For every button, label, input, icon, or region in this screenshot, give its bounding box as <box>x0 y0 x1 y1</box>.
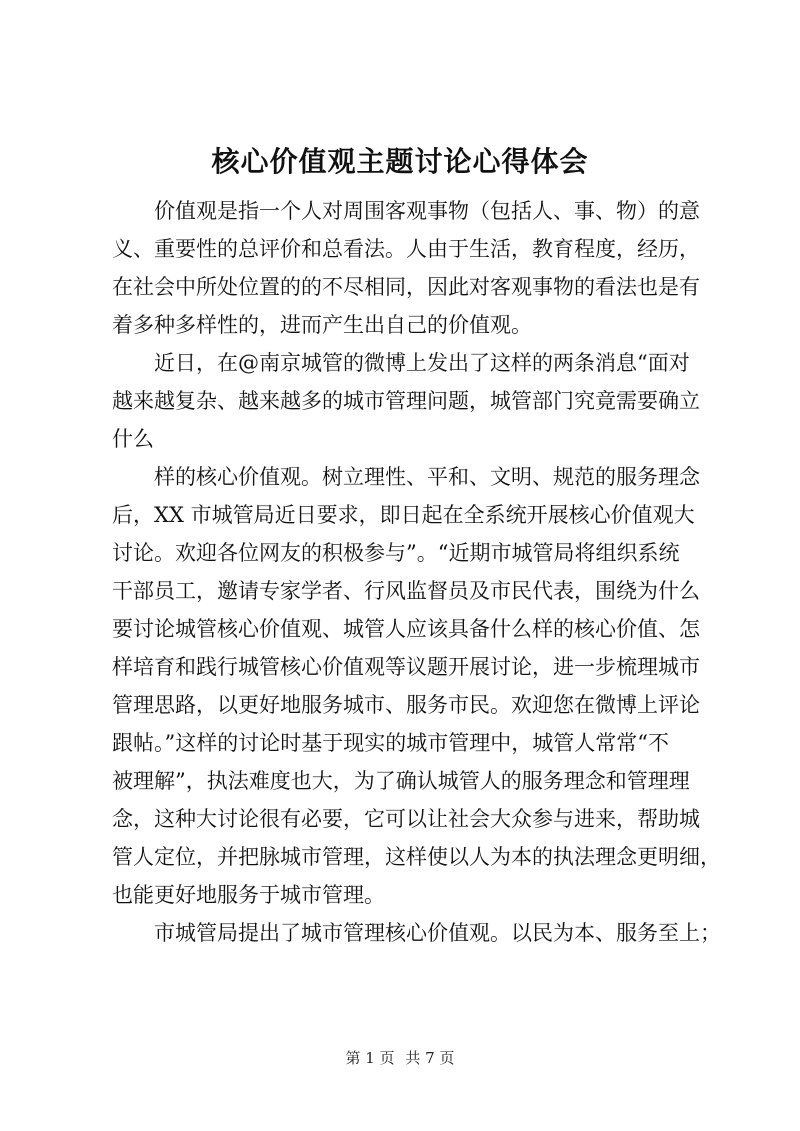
page-number: 第 1 页 <box>345 1049 395 1067</box>
paragraph-3-line-5: 要讨论城管核心价值观、城管人应该具备什么样的核心价值、怎 <box>112 617 700 641</box>
paragraph-4-line-1: 市城管局提出了城市管理核心价值观。以民为本、服务至上； <box>154 921 721 945</box>
paragraph-3-line-8: 跟帖。”这样的讨论时基于现实的城市管理中，城管人常常“不 <box>112 731 669 755</box>
paragraph-1-line-2: 义、重要性的总评价和总看法。人由于生活，教育程度，经历， <box>112 237 700 261</box>
paragraph-3-line-1: 样的核心价值观。树立理性、平和、文明、规范的服务理念 <box>154 465 700 489</box>
paragraph-3-line-6: 样培育和践行城管核心价值观等议题开展讨论，进一步梳理城市 <box>112 655 700 679</box>
paragraph-3-line-7: 管理思路，以更好地服务城市、服务市民。欢迎您在微博上评论 <box>112 693 700 717</box>
paragraph-1-line-1: 价值观是指一个人对周围客观事物（包括人、事、物）的意 <box>154 199 700 223</box>
paragraph-3-line-12: 也能更好地服务于城市管理。 <box>112 883 385 907</box>
paragraph-3-line-9: 被理解”，执法难度也大，为了确认城管人的服务理念和管理理 <box>112 769 690 793</box>
paragraph-2-line-3: 什么 <box>112 427 154 451</box>
page-total: 共 7 页 <box>405 1049 455 1067</box>
paragraph-1-line-3: 在社会中所处位置的的不尽相同，因此对客观事物的看法也是有 <box>112 275 700 299</box>
paragraph-3-line-3: 讨论。欢迎各位网友的积极参与”。“近期市城管局将组织系统 <box>112 541 680 565</box>
document-body <box>112 192 721 952</box>
paragraph-3-line-11: 管人定位，并把脉城市管理，这样使以人为本的执法理念更明细， <box>112 845 721 869</box>
paragraph-3-line-2: 后，XX 市城管局近日要求，即日起在全系统开展核心价值观大 <box>112 503 695 527</box>
paragraph-3-line-10: 念，这种大讨论很有必要，它可以让社会大众参与进来，帮助城 <box>112 807 700 831</box>
paragraph-2-line-1: 近日，在@南京城管的微博上发出了这样的两条消息“面对 <box>154 351 690 375</box>
paragraph-3-line-4: 干部员工，邀请专家学者、行风监督员及市民代表，围绕为什么 <box>112 579 700 603</box>
page-footer <box>0 1047 800 1068</box>
paragraph-2-line-2: 越来越复杂、越来越多的城市管理问题，城管部门究竟需要确立 <box>112 389 700 413</box>
page-title: 核心价值观主题讨论心得体会 <box>211 145 589 178</box>
paragraph-1-line-4: 着多种多样性的，进而产生出自己的价值观。 <box>112 313 532 337</box>
